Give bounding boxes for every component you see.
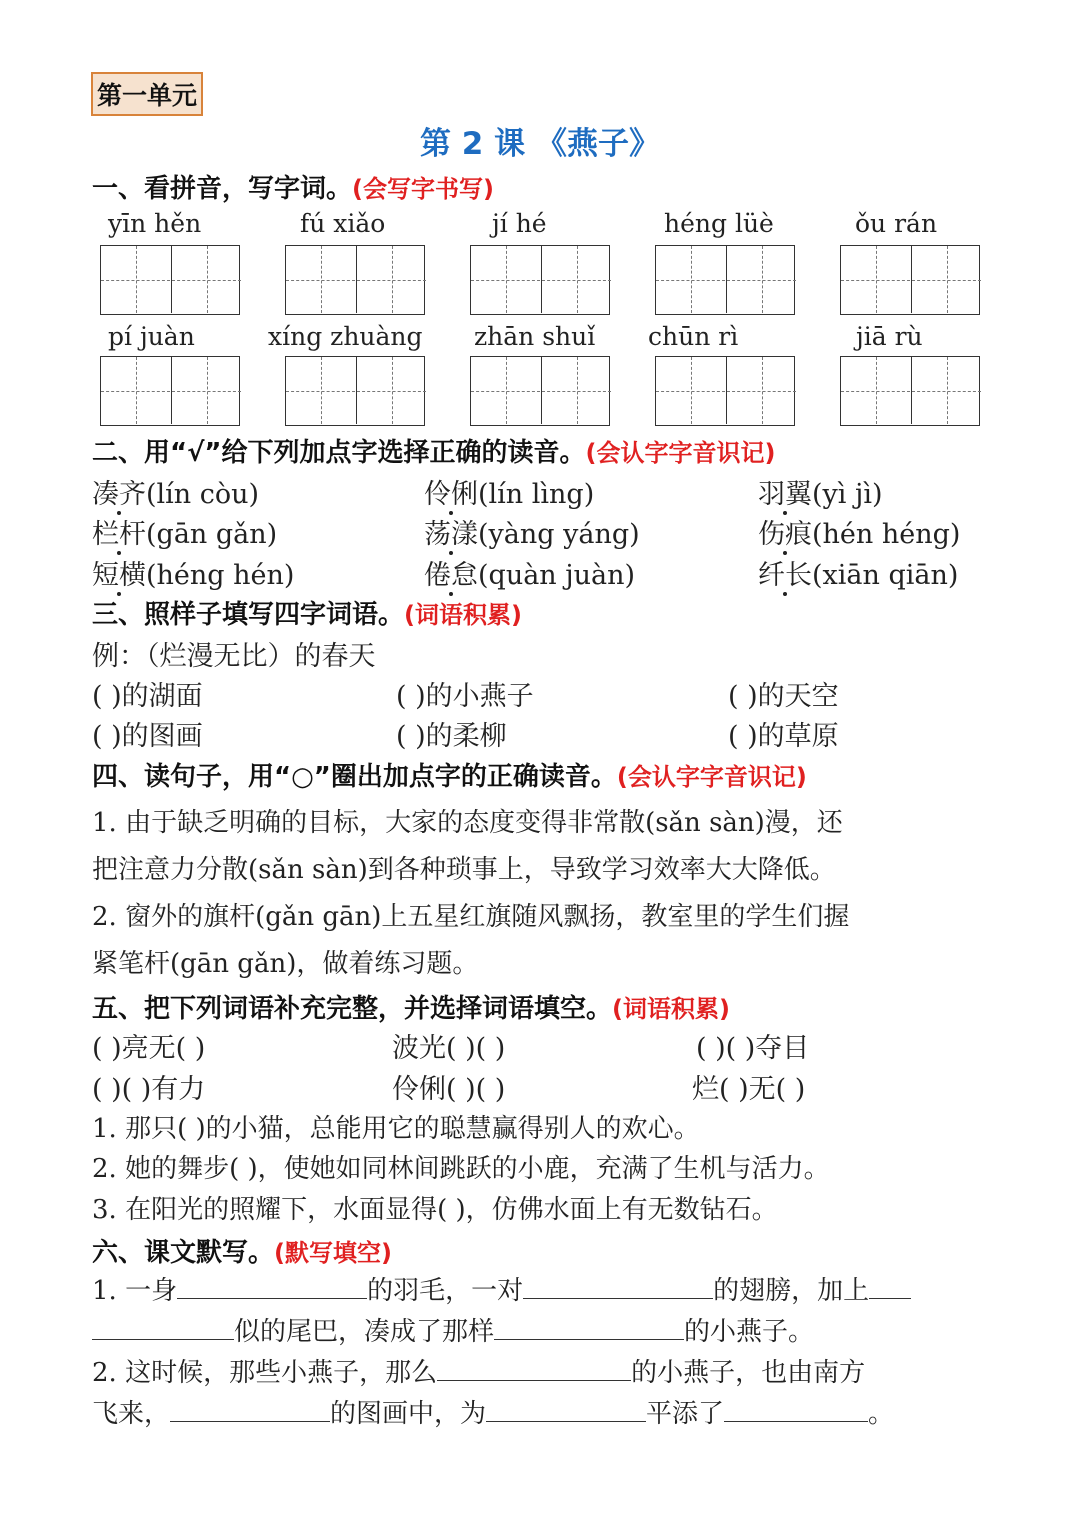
writing-grid[interactable] bbox=[100, 245, 240, 315]
dotted-word: 纤长 bbox=[758, 560, 812, 591]
reading-choice[interactable] bbox=[424, 472, 594, 511]
answer-blank[interactable] bbox=[523, 1272, 713, 1299]
pinyin-options: (yàng yáng) bbox=[478, 519, 640, 550]
sentence-line[interactable]: 把注意力分散(sǎn sàn)到各种琐事上，导致学习效率大大降低。 bbox=[92, 855, 836, 885]
reading-choice[interactable] bbox=[424, 553, 635, 592]
idiom-blank[interactable]: 波光( )( ) bbox=[392, 1033, 506, 1064]
writing-grid[interactable] bbox=[100, 356, 240, 426]
dotted-word: 短横 bbox=[92, 560, 146, 591]
section-3-tag: (词语积累) bbox=[404, 601, 522, 629]
reading-choice[interactable] bbox=[758, 512, 960, 551]
reading-choice[interactable] bbox=[424, 512, 640, 551]
pinyin-options: (lín lìng) bbox=[478, 479, 595, 510]
writing-grid[interactable] bbox=[655, 245, 795, 315]
answer-blank[interactable] bbox=[486, 1395, 646, 1422]
section-4-heading: 四、读句子，用“○”圈出加点字的正确读音。(会认字字音识记) bbox=[92, 762, 807, 792]
pinyin-1-1: yīn hěn bbox=[108, 209, 202, 238]
pinyin-options: (hén héng) bbox=[812, 519, 961, 550]
sentence-line[interactable]: 1. 由于缺乏明确的目标，大家的态度变得非常散(sǎn sàn)漫，还 bbox=[92, 808, 843, 838]
reading-choice[interactable] bbox=[758, 472, 883, 511]
answer-blank[interactable] bbox=[494, 1313, 684, 1340]
pinyin-options: (lín còu) bbox=[146, 479, 260, 510]
section-2-tag: (会认字字音识记) bbox=[585, 439, 776, 467]
answer-blank[interactable] bbox=[437, 1354, 631, 1381]
fill-sentence[interactable]: 1. 那只( )的小猫，总能用它的聪慧赢得别人的欢心。 bbox=[92, 1114, 700, 1144]
writing-grid[interactable] bbox=[470, 245, 610, 315]
sentence-line[interactable]: 紧笔杆(gān gǎn)，做着练习题。 bbox=[92, 949, 479, 979]
writing-grid[interactable] bbox=[470, 356, 610, 426]
writing-grid[interactable] bbox=[285, 356, 425, 426]
pinyin-options: (yì jì) bbox=[812, 479, 883, 510]
recitation-line-3: 2. 这时候，那些小燕子，那么 的小燕子，也由南方 bbox=[92, 1352, 865, 1389]
reading-choice[interactable] bbox=[92, 512, 277, 551]
idiom-blank[interactable]: ( )亮无( ) bbox=[92, 1033, 206, 1064]
dotted-word: 伤痕 bbox=[758, 519, 812, 550]
reading-choice[interactable] bbox=[92, 553, 294, 592]
pinyin-2-4: chūn rì bbox=[648, 322, 739, 351]
idiom-blank[interactable]: ( )( )有力 bbox=[92, 1074, 206, 1105]
pinyin-options: (quàn juàn) bbox=[478, 560, 636, 591]
unit-label: 第一单元 bbox=[91, 72, 203, 116]
answer-blank[interactable] bbox=[724, 1395, 868, 1422]
lesson-title: 第 2 课 《燕子》 bbox=[420, 126, 660, 162]
section-6-heading: 六、课文默写。(默写填空) bbox=[92, 1238, 392, 1268]
recitation-line-2: 似的尾巴，凑成了那样 的小燕子。 bbox=[92, 1311, 814, 1348]
answer-blank[interactable] bbox=[92, 1313, 234, 1340]
reading-choice[interactable] bbox=[92, 472, 259, 511]
recitation-line-1: 1. 一身 的羽毛，一对 的翅膀，加上 bbox=[92, 1270, 911, 1307]
pinyin-1-5: ǒu rán bbox=[855, 209, 938, 238]
idiom-blank[interactable]: 烂( )无( ) bbox=[692, 1074, 806, 1105]
dotted-word: 荡漾 bbox=[424, 519, 478, 550]
fill-blank-item[interactable]: ( )的柔柳 bbox=[396, 721, 507, 752]
pinyin-2-3: zhān shuǐ bbox=[474, 322, 596, 351]
pinyin-1-3: jí hé bbox=[492, 209, 547, 238]
section-5-tag: (词语积累) bbox=[612, 995, 730, 1023]
pinyin-options: (xiān qiān) bbox=[812, 560, 959, 591]
writing-grid[interactable] bbox=[655, 356, 795, 426]
fill-blank-item[interactable]: ( )的天空 bbox=[728, 681, 839, 712]
fill-sentence[interactable]: 3. 在阳光的照耀下，水面显得( )，仿佛水面上有无数钻石。 bbox=[92, 1195, 778, 1225]
pinyin-2-1: pí juàn bbox=[108, 322, 195, 351]
dotted-word: 伶俐 bbox=[424, 479, 478, 510]
pinyin-options: (gān gǎn) bbox=[146, 519, 278, 550]
dotted-word: 羽翼 bbox=[758, 479, 812, 510]
writing-grid[interactable] bbox=[840, 245, 980, 315]
pinyin-options: (héng hén) bbox=[146, 560, 295, 591]
fill-blank-item[interactable]: ( )的图画 bbox=[92, 721, 203, 752]
pinyin-2-5: jiā rù bbox=[856, 322, 923, 351]
fill-blank-item[interactable]: ( )的小燕子 bbox=[396, 681, 534, 712]
section-2-heading: 二、用“√”给下列加点字选择正确的读音。(会认字字音识记) bbox=[92, 438, 776, 468]
fill-blank-item[interactable]: ( )的湖面 bbox=[92, 681, 203, 712]
section-3-heading: 三、照样子填写四字词语。(词语积累) bbox=[92, 600, 522, 630]
dotted-word: 栏杆 bbox=[92, 519, 146, 550]
fill-blank-item[interactable]: ( )的草原 bbox=[728, 721, 839, 752]
dotted-word: 倦怠 bbox=[424, 560, 478, 591]
fill-sentence[interactable]: 2. 她的舞步( )，使她如同林间跳跃的小鹿，充满了生机与活力。 bbox=[92, 1154, 830, 1184]
section-1-tag: (会写字书写) bbox=[352, 175, 494, 203]
section-1-heading: 一、看拼音，写字词。(会写字书写) bbox=[92, 174, 494, 204]
writing-grid[interactable] bbox=[285, 245, 425, 315]
idiom-blank[interactable]: ( )( )夺目 bbox=[696, 1033, 810, 1064]
section-6-tag: (默写填空) bbox=[274, 1239, 392, 1267]
pinyin-2-2: xíng zhuàng bbox=[268, 322, 423, 351]
writing-grid[interactable] bbox=[840, 356, 980, 426]
dotted-word: 凑齐 bbox=[92, 479, 146, 510]
sentence-line[interactable]: 2. 窗外的旗杆(gǎn gān)上五星红旗随风飘扬，教室里的学生们握 bbox=[92, 902, 850, 932]
pinyin-1-2: fú xiǎo bbox=[300, 209, 386, 238]
answer-blank[interactable] bbox=[177, 1272, 367, 1299]
answer-blank[interactable] bbox=[869, 1272, 911, 1299]
section-4-tag: (会认字字音识记) bbox=[616, 763, 807, 791]
example-line: 例：（烂漫无比）的春天 bbox=[92, 641, 376, 672]
reading-choice[interactable] bbox=[758, 553, 958, 592]
section-5-heading: 五、把下列词语补充完整，并选择词语填空。(词语积累) bbox=[92, 994, 730, 1024]
idiom-blank[interactable]: 伶俐( )( ) bbox=[392, 1074, 506, 1105]
recitation-line-4: 飞来， 的图画中，为 平添了 。 bbox=[92, 1393, 894, 1430]
pinyin-1-4: héng lüè bbox=[664, 209, 774, 238]
answer-blank[interactable] bbox=[170, 1395, 330, 1422]
